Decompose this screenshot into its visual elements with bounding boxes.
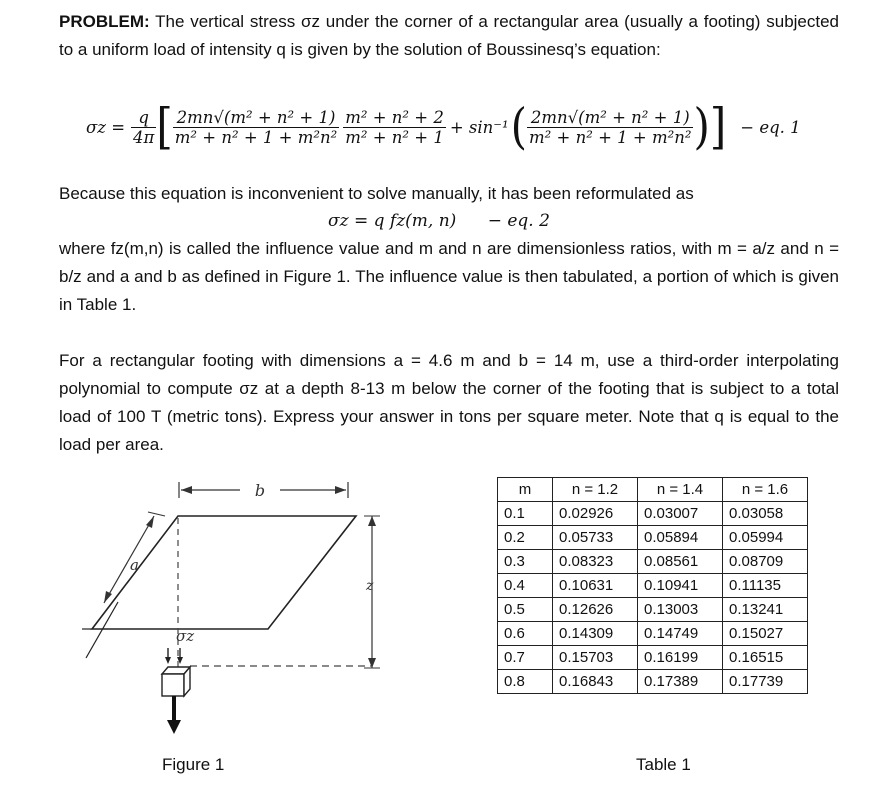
- eq1-left-bracket: [: [156, 98, 173, 155]
- table-cell: 0.17739: [723, 670, 808, 694]
- eq1-fraction-3: [527, 108, 693, 147]
- element-cube-front: [162, 674, 184, 696]
- table-cell: 0.05894: [638, 526, 723, 550]
- corner-guide-line: [86, 602, 118, 658]
- influence-table: [497, 477, 808, 694]
- eq1-frac2-num: m² + n² + 2: [345, 107, 444, 127]
- table-cell: 0.5: [498, 598, 553, 622]
- reformulation-text: Because this equation is inconvenient to solve manually, it has been reformulated as: [59, 184, 694, 203]
- table-cell: 0.10631: [553, 574, 638, 598]
- problem-intro: The vertical stress σz under the corner of a rectangular area (usually a footing) subjected to a uniform load of intensity q is given by the solution of Boussinesq’s equation:: [59, 12, 840, 59]
- figure-1-caption: Figure 1: [162, 755, 225, 774]
- z-dim-arrowhead-top: [368, 516, 376, 526]
- table-cell: 0.16515: [723, 646, 808, 670]
- table-cell: 0.13241: [723, 598, 808, 622]
- eq2-body: σz = q fz(m, n): [328, 211, 457, 231]
- table-cell: 0.4: [498, 574, 553, 598]
- task-text: For a rectangular footing with dimensions a = 4.6 m and b = 14 m, use a third-order interpolating polynomial to compute σz at a depth 8-13 m below the corner of the footing that is subject to a total load of 100 T (metric tons). Express your answer in tons per square meter. Note that q is equal to the load per area.: [59, 351, 839, 454]
- eq1-frac2-den: m² + n² + 1: [345, 127, 444, 147]
- eq1-frac3-num: 2mn√(m² + n² + 1): [530, 107, 690, 127]
- eq1-arcsin: + sin⁻¹: [449, 117, 509, 137]
- a-dim-arrowhead-top: [146, 516, 154, 528]
- eq1-frac1-den: m² + n² + 1 + m²n²: [174, 127, 338, 147]
- label-z: z: [366, 578, 374, 594]
- table-cell: 0.02926: [553, 502, 638, 526]
- table-row: [498, 646, 808, 670]
- eq1-lhs: σz =: [86, 117, 126, 137]
- problem-label: PROBLEM:: [59, 12, 150, 31]
- table-row: [498, 550, 808, 574]
- table-cell: 0.16843: [553, 670, 638, 694]
- table-header-cell: n = 1.6: [723, 478, 808, 502]
- definition-text: where fz(m,n) is called the influence value and m and n are dimensionless ratios, with m = a/z and n = b/z and a and b as defined in Figure 1. The influence value is then tabulated, a portion of which is given in Table 1.: [59, 239, 839, 314]
- eq1-right-paren: ): [693, 98, 710, 155]
- eq1-fraction-1: [173, 108, 339, 147]
- table-cell: 0.17389: [638, 670, 723, 694]
- table-row: [498, 502, 808, 526]
- table-row: [498, 670, 808, 694]
- table-cell: 0.16199: [638, 646, 723, 670]
- table-row: [498, 526, 808, 550]
- table-cell: 0.08709: [723, 550, 808, 574]
- table-header-row: [498, 478, 808, 502]
- eq1-coef-den: 4π: [133, 127, 155, 147]
- a-dim-line: [104, 516, 154, 603]
- table-cell: 0.12626: [553, 598, 638, 622]
- table-cell: 0.15027: [723, 622, 808, 646]
- a-dim-arrowhead-bottom: [104, 591, 112, 603]
- table-cell: 0.14309: [553, 622, 638, 646]
- table-cell: 0.08561: [638, 550, 723, 574]
- a-dim-tick-top: [148, 512, 165, 516]
- table-cell: 0.08323: [553, 550, 638, 574]
- table-header-cell: n = 1.2: [553, 478, 638, 502]
- eq1-right-bracket: ]: [709, 98, 727, 155]
- table-cell: 0.14749: [638, 622, 723, 646]
- table-cell: 0.03058: [723, 502, 808, 526]
- table-row: [498, 622, 808, 646]
- table-cell: 0.10941: [638, 574, 723, 598]
- table-cell: 0.13003: [638, 598, 723, 622]
- eq1-coef-num: q: [138, 107, 149, 127]
- table-cell: 0.2: [498, 526, 553, 550]
- table-header-cell: n = 1.4: [638, 478, 723, 502]
- table-cell: 0.15703: [553, 646, 638, 670]
- table-cell: 0.6: [498, 622, 553, 646]
- table-cell: 0.11135: [723, 574, 808, 598]
- eq1-left-paren: (: [510, 98, 528, 155]
- label-b: b: [254, 481, 266, 500]
- table-cell: 0.8: [498, 670, 553, 694]
- eq1-fraction-2: [343, 108, 446, 147]
- table-row: [498, 574, 808, 598]
- table-cell: 0.03007: [638, 502, 723, 526]
- stress-arrowhead-left: [165, 657, 171, 664]
- table-cell: 0.05733: [553, 526, 638, 550]
- eq1-frac1-num: 2mn√(m² + n² + 1): [176, 107, 336, 127]
- table-1-caption: Table 1: [636, 755, 691, 774]
- table-cell: 0.7: [498, 646, 553, 670]
- figure-1-diagram: [80, 478, 400, 748]
- problem-statement: [59, 8, 839, 64]
- eq1-coefficient: [131, 108, 156, 147]
- b-dim-arrowhead-right: [335, 486, 346, 494]
- b-dim-arrowhead-left: [181, 486, 192, 494]
- eq1-frac3-den: m² + n² + 1 + m²n²: [529, 127, 692, 147]
- eq2-tag: − eq. 2: [487, 211, 550, 231]
- table-cell: 0.3: [498, 550, 553, 574]
- table-row: [498, 598, 808, 622]
- table-cell: 0.05994: [723, 526, 808, 550]
- equation-2: [328, 207, 550, 235]
- label-a: a: [130, 556, 139, 574]
- equation-1: [86, 92, 801, 162]
- load-arrowhead: [167, 720, 181, 734]
- table-cell: 0.1: [498, 502, 553, 526]
- table-header-cell: m: [498, 478, 553, 502]
- label-sigma-z: σz: [176, 627, 195, 645]
- eq1-tag: − eq. 1: [740, 117, 801, 137]
